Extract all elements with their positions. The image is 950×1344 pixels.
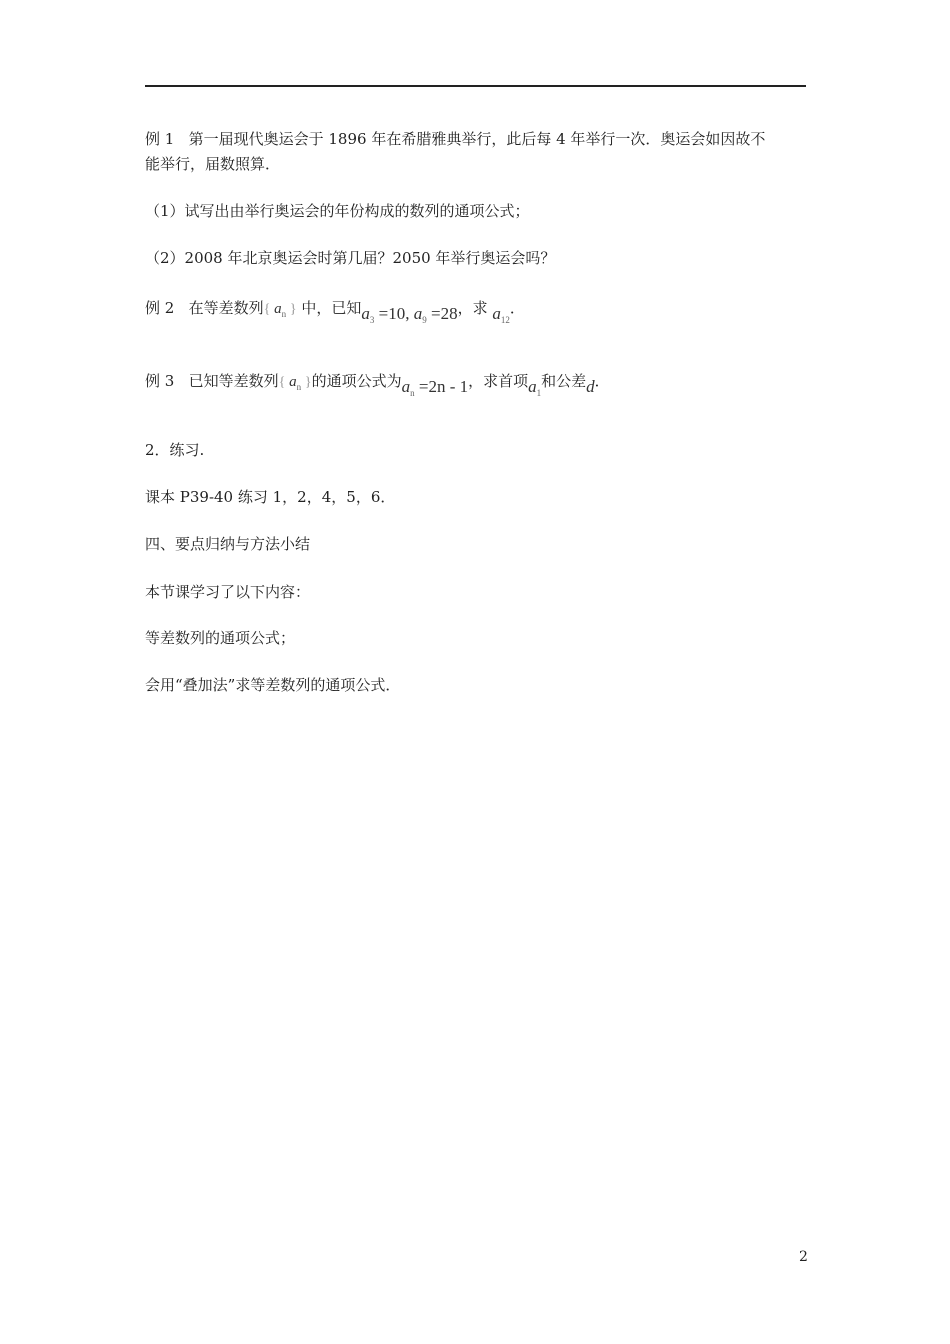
summary-item-2: 会用“叠加法”求等差数列的通项公式． <box>145 676 401 694</box>
sequence-a-n-formula: { $a_n$ } <box>278 374 312 392</box>
target-a12-formula: $a_{12}$ <box>492 304 510 325</box>
section-practice-heading: 2．练习. <box>145 441 205 459</box>
example-3-text-c: ，求首项 <box>468 372 529 390</box>
common-difference-formula: d <box>586 377 595 396</box>
example-2-text-d: ． <box>509 299 525 317</box>
summary-item-1: 等差数列的通项公式； <box>145 629 296 647</box>
general-term-formula: $a_n =2n - 1$ <box>401 377 469 398</box>
example-3-label: 例 3 <box>145 372 175 390</box>
example-2-text-a: 在等差数列 <box>188 299 264 317</box>
section-summary-heading: 四、要点归纳与方法小结 <box>145 535 311 553</box>
example-1-line-1 <box>145 129 765 149</box>
example-2 <box>145 298 525 324</box>
first-term-formula: $a_1$ <box>528 377 542 398</box>
example-3 <box>145 371 610 397</box>
exercise-reference: 课本 P39-40 练习 1，2，4，5，6． <box>145 488 396 506</box>
example-1-line-2: 能举行，届数照算． <box>145 155 281 173</box>
page-number: 2 <box>799 1249 808 1265</box>
header-rule <box>145 85 806 87</box>
example-2-text-b: 中，已知 <box>301 299 362 317</box>
example-2-text-c: ，求 <box>457 299 488 317</box>
example-1-question-2: （2）2008 年北京奥运会时第几届？2050 年举行奥运会吗？ <box>145 249 556 267</box>
example-2-label: 例 2 <box>145 299 175 317</box>
example-3-text-b: 的通项公式为 <box>311 372 402 390</box>
sequence-a-n-formula: { $a_n$ } <box>263 301 297 319</box>
example-1-label: 例 1 <box>145 130 175 148</box>
example-3-text-e: ． <box>594 372 610 390</box>
given-condition-formula: $a_3 =10$, $a_9 =28$ <box>361 304 458 325</box>
example-3-text-d: 和公差 <box>541 372 587 390</box>
example-1-question-1: （1）试写出由举行奥运会的年份构成的数列的通项公式； <box>145 202 530 220</box>
summary-intro: 本节课学习了以下内容： <box>145 583 311 601</box>
example-1-text: 第一届现代奥运会于 1896 年在希腊雅典举行，此后每 4 年举行一次．奥运会如因故不 <box>188 130 766 148</box>
example-3-text-a: 已知等差数列 <box>188 372 279 390</box>
